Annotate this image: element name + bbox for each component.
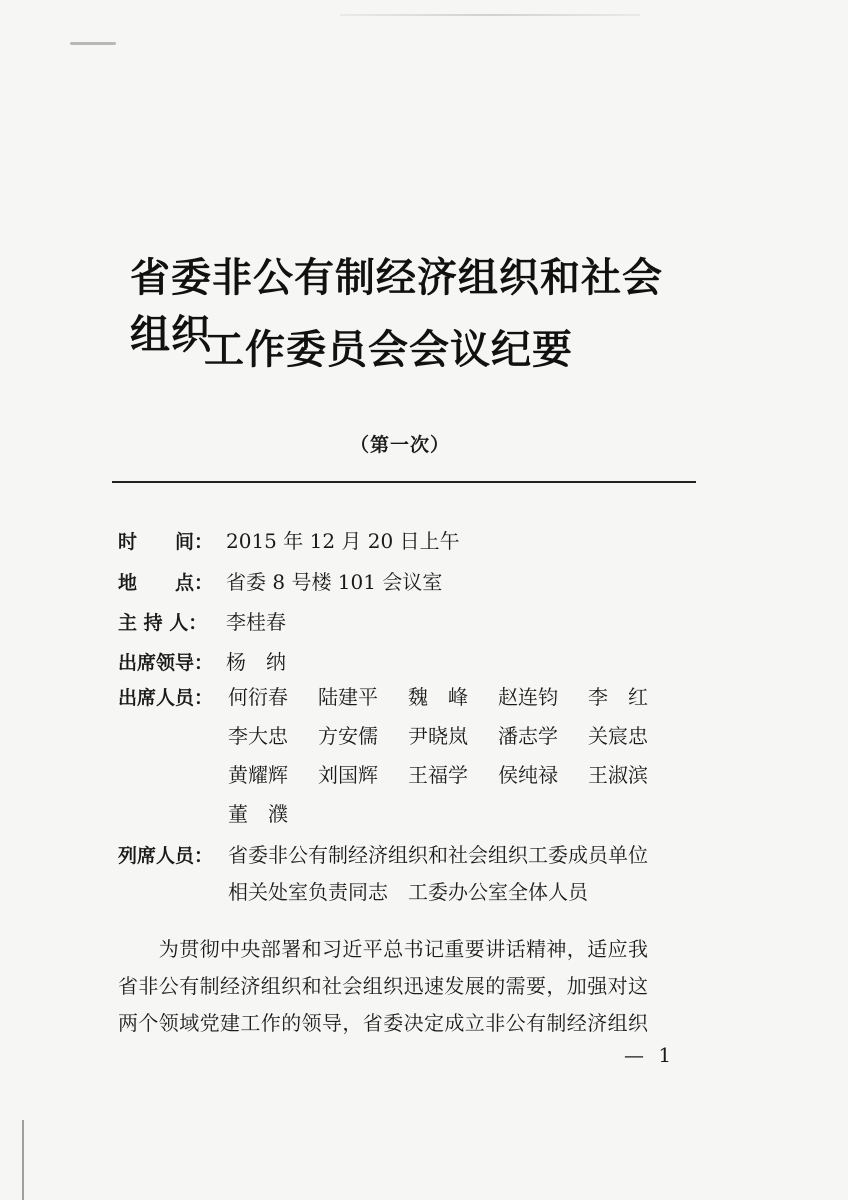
attendees-label: 出席人员： xyxy=(118,687,214,709)
meeting-host-row xyxy=(118,608,286,637)
document-title-line2: 工作委员会会议纪要 xyxy=(204,327,573,373)
attendees-line-3 xyxy=(228,761,678,789)
attendee-name: 关宸忠 xyxy=(588,724,648,748)
meeting-host-label: 主 持 人： xyxy=(118,612,208,634)
attendees-row xyxy=(118,683,226,712)
attendee-name: 赵连钧 xyxy=(498,685,558,709)
attendee-name: 尹晓岚 xyxy=(408,724,468,748)
attendee-name: 李大忠 xyxy=(228,724,288,748)
document-title-line1: 省委非公有制经济组织和社会组织 xyxy=(130,255,663,358)
session-number: （第一次） xyxy=(350,434,451,456)
body-paragraph-line: 为贯彻中央部署和习近平总书记重要讲话精神，适应我 xyxy=(118,937,649,961)
meeting-host-value: 李桂春 xyxy=(226,610,286,634)
scan-artifact-top xyxy=(340,14,640,16)
attendee-name: 侯纯禄 xyxy=(498,763,558,787)
attendee-name: 李 红 xyxy=(588,685,648,709)
meeting-place-label: 地 点： xyxy=(118,572,214,594)
attendee-name: 潘志学 xyxy=(498,724,558,748)
observers-row xyxy=(118,841,226,870)
body-paragraph-line: 两个领域党建工作的领导，省委决定成立非公有制经济组织 xyxy=(118,1011,649,1035)
attendee-name: 黄耀辉 xyxy=(228,763,288,787)
meeting-leader-row xyxy=(118,648,286,677)
meeting-time-value: 2015 年 12 月 20 日上午 xyxy=(226,529,460,553)
attendee-name: 何衍春 xyxy=(228,685,288,709)
meeting-place-value: 省委 8 号楼 101 会议室 xyxy=(226,570,443,594)
attendee-name: 王福学 xyxy=(408,763,468,787)
attendee-name: 陆建平 xyxy=(318,685,378,709)
attendees-line-1 xyxy=(228,683,678,711)
body-paragraph-line: 省非公有制经济组织和社会组织迅速发展的需要，加强对这 xyxy=(118,974,649,998)
meeting-time-row xyxy=(118,527,460,556)
observers-line-1: 省委非公有制经济组织和社会组织工委成员单位 xyxy=(228,843,648,867)
attendee-name: 董 濮 xyxy=(228,802,288,826)
attendees-line-2 xyxy=(228,722,678,750)
attendee-name: 刘国辉 xyxy=(318,763,378,787)
attendee-name: 方安儒 xyxy=(318,724,378,748)
page-number: — 1 xyxy=(624,1043,676,1067)
attendee-name: 王淑滨 xyxy=(588,763,648,787)
scan-artifact-mark xyxy=(70,42,116,45)
scan-artifact-edge xyxy=(22,1120,24,1200)
meeting-time-label: 时 间： xyxy=(118,531,214,553)
header-divider xyxy=(112,481,696,483)
observers-label: 列席人员： xyxy=(118,845,214,867)
attendees-line-4 xyxy=(228,800,318,828)
meeting-place-row xyxy=(118,568,442,597)
meeting-leader-label: 出席领导： xyxy=(118,652,214,674)
observers-line-2: 相关处室负责同志 工委办公室全体人员 xyxy=(228,880,588,904)
attendee-name: 魏 峰 xyxy=(408,685,468,709)
meeting-leader-value: 杨 纳 xyxy=(226,650,286,674)
